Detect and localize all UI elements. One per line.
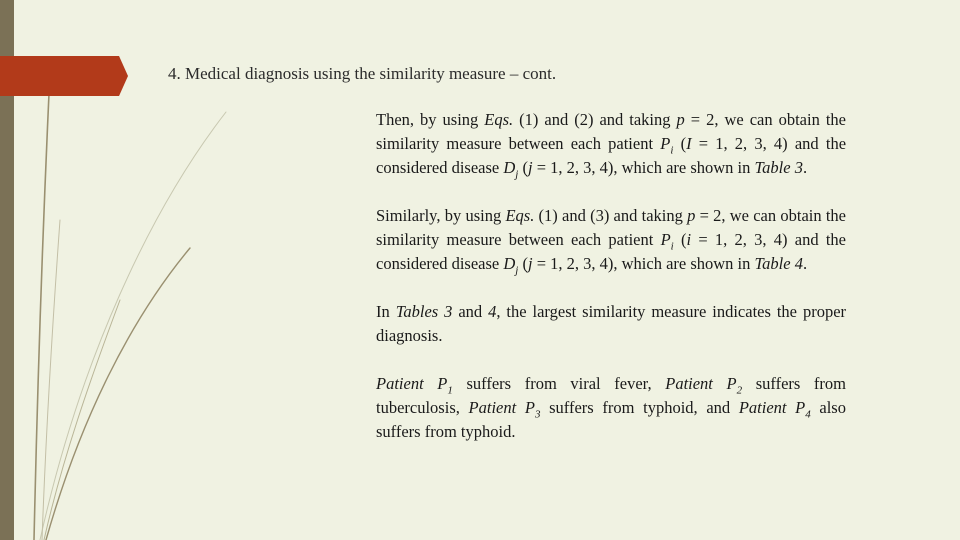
paragraph-4: Patient $P_1$ suffers from viral fever, Patient $P_2$ suffers from tuberculosis, Patient $P_3$ suffers from typhoid, and Patient $P_4$ also suffers from typhoid. xyxy=(376,374,847,441)
deco-line xyxy=(40,112,226,540)
deco-line xyxy=(42,220,60,540)
deco-line xyxy=(34,72,50,540)
slide-body xyxy=(376,108,846,444)
deco-line xyxy=(46,248,190,540)
paragraph-3: In Tables 3 and 4, the largest similarity measure indicates the proper diagnosis. xyxy=(376,302,847,345)
title-accent-tab xyxy=(0,56,128,96)
paragraph-1: Then, by using Eqs. (1) and (2) and taking p = 2, we can obtain the similarity measure between each patient $P_i$ (I = 1, 2, 3, 4) and the considered disease $D_j$ (j = 1, 2, 3, 4), which are shown in Table 3. xyxy=(376,110,847,181)
paragraph-2: Similarly, by using Eqs. (1) and (3) and taking p = 2, we can obtain the similarity measure between each patient $P_i$ (i = 1, 2, 3, 4) and the considered disease $D_j$ (j = 1, 2, 3, 4), which are shown in Table 4. xyxy=(376,206,847,277)
slide-title: 4. Medical diagnosis using the similarity measure – cont. xyxy=(168,64,557,83)
deco-line xyxy=(44,300,120,540)
